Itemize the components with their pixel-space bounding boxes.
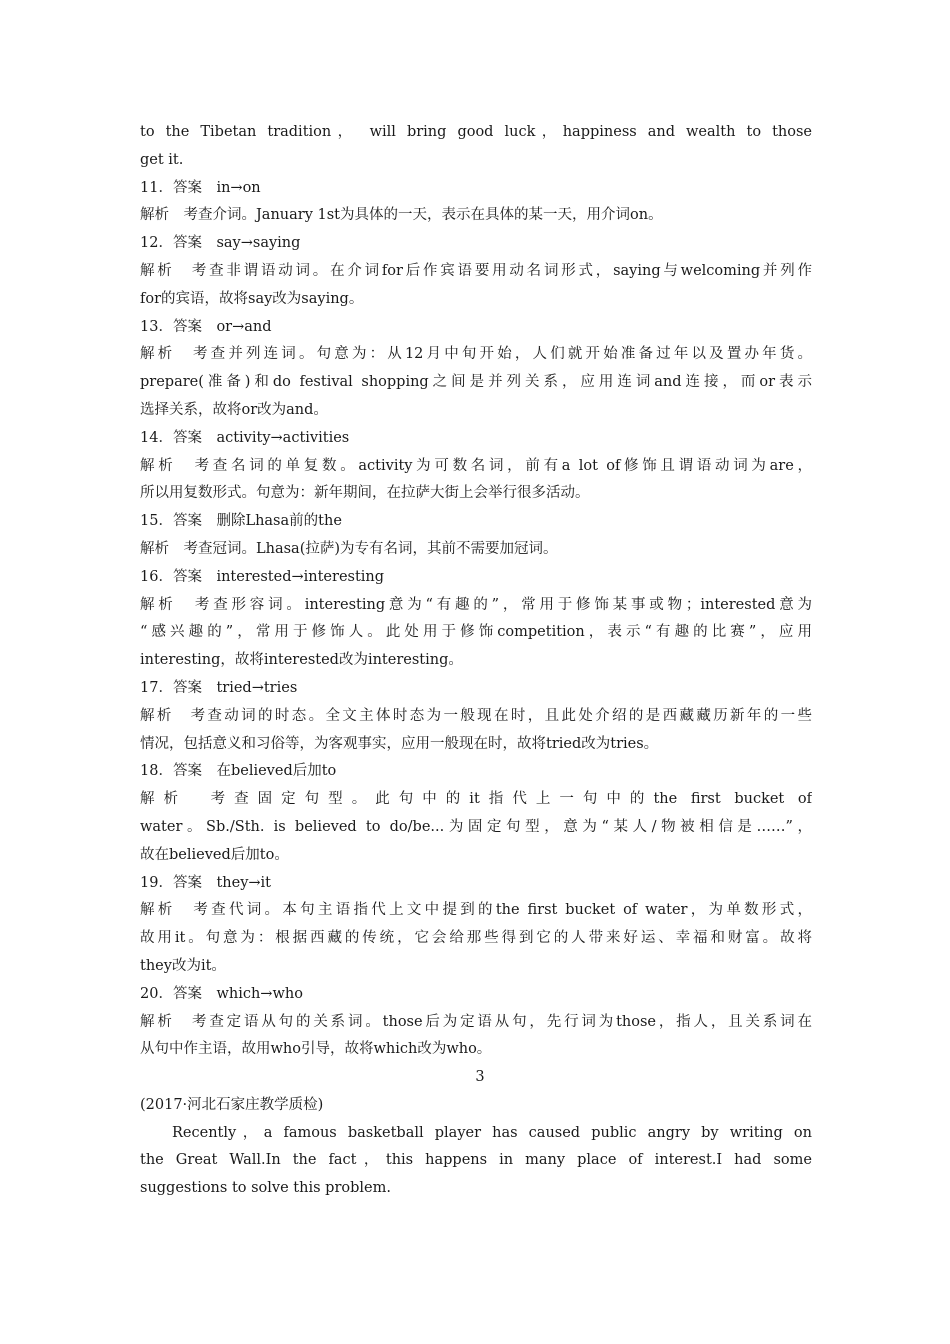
text-line: 选择关系，故将or改为and。: [140, 401, 328, 418]
text-line: 解析 考查介词。January 1st为具体的一天，表示在具体的某一天，用介词on。: [140, 207, 663, 224]
text-line: 13．答案 or→and: [140, 318, 272, 335]
text-line: 18．答案 在believed后加to: [140, 763, 337, 780]
text-line: get it.: [140, 151, 184, 168]
text-line: interesting，故将interested改为interesting。: [140, 652, 463, 669]
text-line: 故用it。句意为：根据西藏的传统，它会给那些得到它的人带来好运、幸福和财富。故将: [140, 930, 812, 947]
text-line: 20．答案 which→who: [140, 985, 303, 1002]
passage-line: Recently，a famous basketball player has caused public angry by writing on: [172, 1124, 812, 1141]
text-line: 19．答案 they→it: [140, 874, 272, 891]
text-line: 所以用复数形式。句意为：新年期间，在拉萨大街上会举行很多活动。: [140, 485, 590, 502]
text-line: 解析 考查动词的时态。全文主体时态为一般现在时，且此处介绍的是西藏藏历新年的一些: [140, 707, 812, 724]
text-line: 14．答案 activity→activities: [140, 429, 350, 446]
text-line: 解析 考查并列连词。句意为：从12月中旬开始，人们就开始准备过年以及置办年货。: [140, 346, 812, 363]
page-number: 3: [475, 1069, 485, 1086]
passage-line: suggestions to solve this problem.: [140, 1180, 391, 1197]
passage: [140, 1120, 812, 1203]
text-line: for的宾语，故将say改为saying。: [140, 290, 364, 307]
document-page: [140, 119, 812, 1203]
text-line: 解析 考查冠词。Lhasa(拉萨)为专有名词，其前不需要加冠词。: [140, 540, 558, 557]
text-line: 解析 考查非谓语动词。在介词for后作宾语要用动名词形式，saying与welcoming并列作: [140, 262, 812, 279]
text-line: to the Tibetan tradition， will bring good luck，happiness and wealth to those: [140, 124, 812, 140]
text-line: 解析 考查形容词。interesting意为“有趣的”，常用于修饰某事或物；interested意为: [140, 596, 812, 613]
answer-explanations: [140, 119, 812, 1064]
text-line: 情况，包括意义和习俗等，为客观事实，应用一般现在时，故将tried改为tries。: [140, 735, 659, 752]
text-line: 12．答案 say→saying: [140, 235, 301, 252]
text-line: 从句中作主语，故用who引导，故将which改为who。: [140, 1041, 492, 1058]
text-line: “感兴趣的”，常用于修饰人。此处用于修饰competition，表示“有趣的比赛”，应用: [140, 624, 812, 641]
text-line: 解析 考查定语从句的关系词。those后为定语从句，先行词为those，指人，且关系词在: [140, 1013, 812, 1030]
text-line: 15．答案 删除Lhasa前的the: [140, 513, 342, 530]
text-line: prepare(准备)和do festival shopping之间是并列关系，应用连词and连接，而or表示: [140, 374, 812, 391]
source-note: (2017·河北石家庄教学质检): [140, 1096, 324, 1113]
text-line: 故在believed后加to。: [140, 846, 289, 863]
text-line: 11．答案 in→on: [140, 179, 261, 196]
text-line: 解析 考查固定句型。此句中的it指代上一句中的the first bucket of: [140, 791, 812, 808]
text-line: 17．答案 tried→tries: [140, 679, 298, 696]
text-line: they改为it。: [140, 957, 226, 974]
text-line: 解析 考查代词。本句主语指代上文中提到的the first bucket of water，为单数形式，: [140, 902, 812, 919]
text-line: water。Sb./Sth. is believed to do/be...为固定句型，意为“某人/物被相信是……”，: [140, 818, 812, 835]
text-line: 16．答案 interested→interesting: [140, 568, 385, 585]
text-line: 解析 考查名词的单复数。activity为可数名词，前有a lot of修饰且谓语动词为are，: [140, 457, 812, 474]
passage-line: the Great Wall.In the fact，this happens in many place of interest.I had some: [140, 1152, 812, 1169]
